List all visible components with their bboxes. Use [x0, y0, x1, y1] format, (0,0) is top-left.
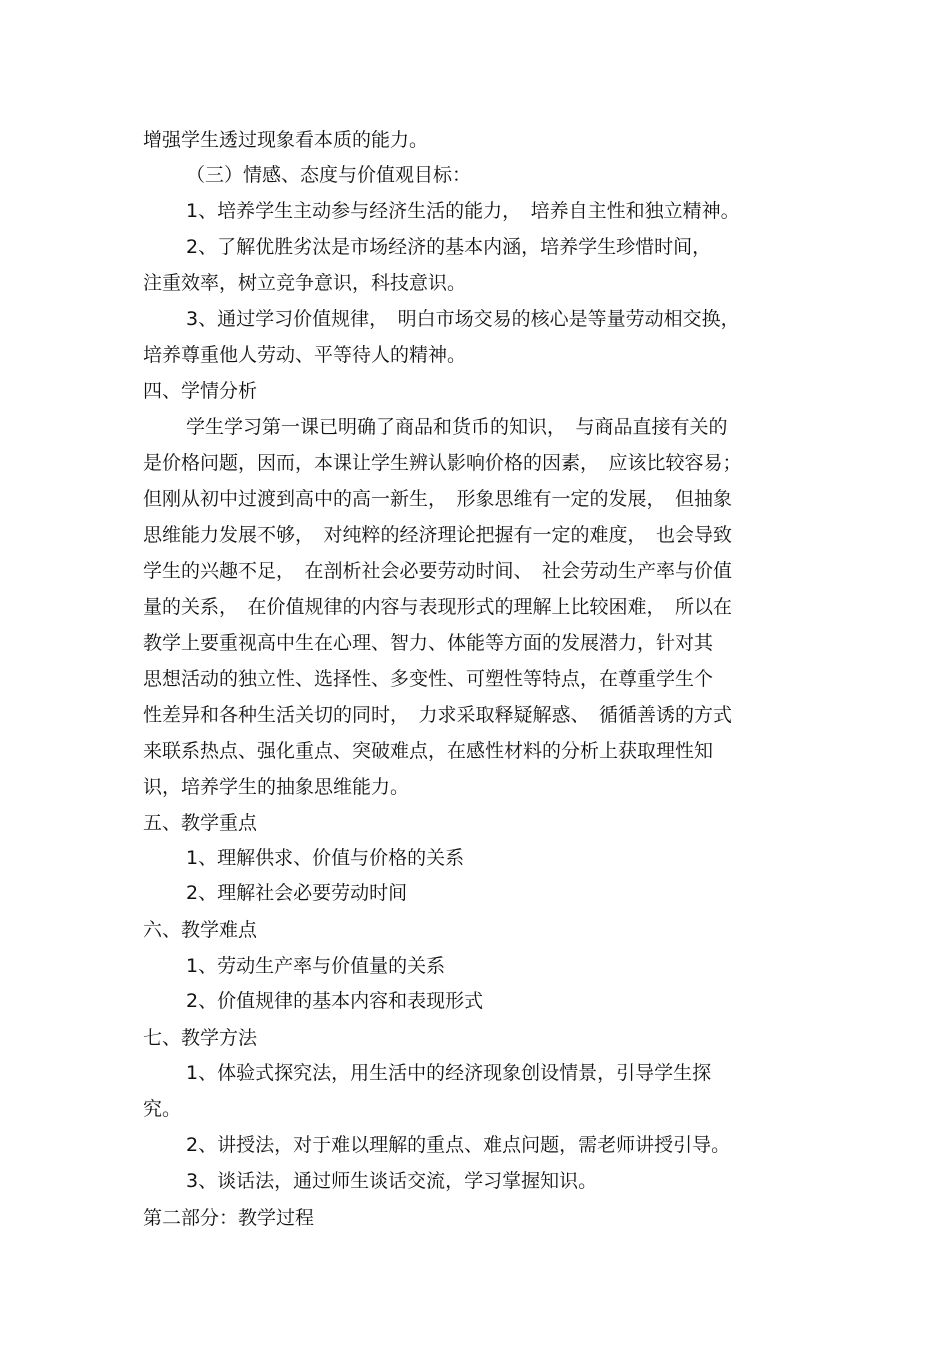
list-item: 1、培养学生主动参与经济生活的能力， 培养自主性和独立精神。 [186, 200, 740, 222]
text-line: 学生的兴趣不足， 在剖析社会必要劳动时间、 社会劳动生产率与价值 [143, 560, 733, 582]
text-line: 思想活动的独立性、选择性、多变性、可塑性等特点，在尊重学生个 [143, 668, 714, 690]
list-item: 3、通过学习价值规律， 明白市场交易的核心是等量劳动相交换， [186, 308, 740, 330]
list-item: 1、劳动生产率与价值量的关系 [186, 955, 446, 977]
part-heading: 第二部分：教学过程 [143, 1207, 315, 1229]
list-item: 1、理解供求、价值与价格的关系 [186, 847, 465, 869]
text-line: 来联系热点、强化重点、突破难点，在感性材料的分析上获取理性知 [143, 740, 714, 762]
list-item: 2、讲授法，对于难以理解的重点、难点问题，需老师讲授引导。 [186, 1134, 731, 1156]
text-line: 教学上要重视高中生在心理、智力、体能等方面的发展潜力，针对其 [143, 632, 714, 654]
list-item: 2、价值规律的基本内容和表现形式 [186, 990, 484, 1012]
section-heading: 四、学情分析 [143, 380, 258, 402]
subheading-affective-goals: （三）情感、态度与价值观目标： [186, 164, 472, 186]
section-heading: 五、教学重点 [143, 812, 258, 834]
text-line: 性差异和各种生活关切的同时， 力求采取释疑解惑、 循循善诱的方式 [143, 704, 733, 726]
text-line: 思维能力发展不够， 对纯粹的经济理论把握有一定的难度， 也会导致 [143, 524, 733, 546]
text-line: 是价格问题，因而，本课让学生辨认影响价格的因素， 应该比较容易； [143, 452, 742, 474]
text-line: 培养尊重他人劳动、平等待人的精神。 [143, 344, 467, 366]
list-item: 1、体验式探究法，用生活中的经济现象创设情景，引导学生探 [186, 1062, 712, 1084]
list-item: 2、了解优胜劣汰是市场经济的基本内涵，培养学生珍惜时间， [186, 236, 712, 258]
text-line: 究。 [143, 1098, 182, 1120]
section-heading: 六、教学难点 [143, 919, 258, 941]
text-line: 但刚从初中过渡到高中的高一新生， 形象思维有一定的发展， 但抽象 [143, 488, 733, 510]
text-line: 识，培养学生的抽象思维能力。 [143, 776, 410, 798]
text-line: 增强学生透过现象看本质的能力。 [143, 129, 429, 151]
list-item: 2、理解社会必要劳动时间 [186, 882, 408, 904]
section-heading: 七、教学方法 [143, 1027, 258, 1049]
text-line: 注重效率，树立竞争意识，科技意识。 [143, 272, 467, 294]
list-item: 3、谈话法，通过师生谈话交流，学习掌握知识。 [186, 1170, 598, 1192]
text-line: 量的关系， 在价值规律的内容与表现形式的理解上比较困难， 所以在 [143, 596, 733, 618]
text-line: 学生学习第一课已明确了商品和货币的知识， 与商品直接有关的 [186, 416, 728, 438]
